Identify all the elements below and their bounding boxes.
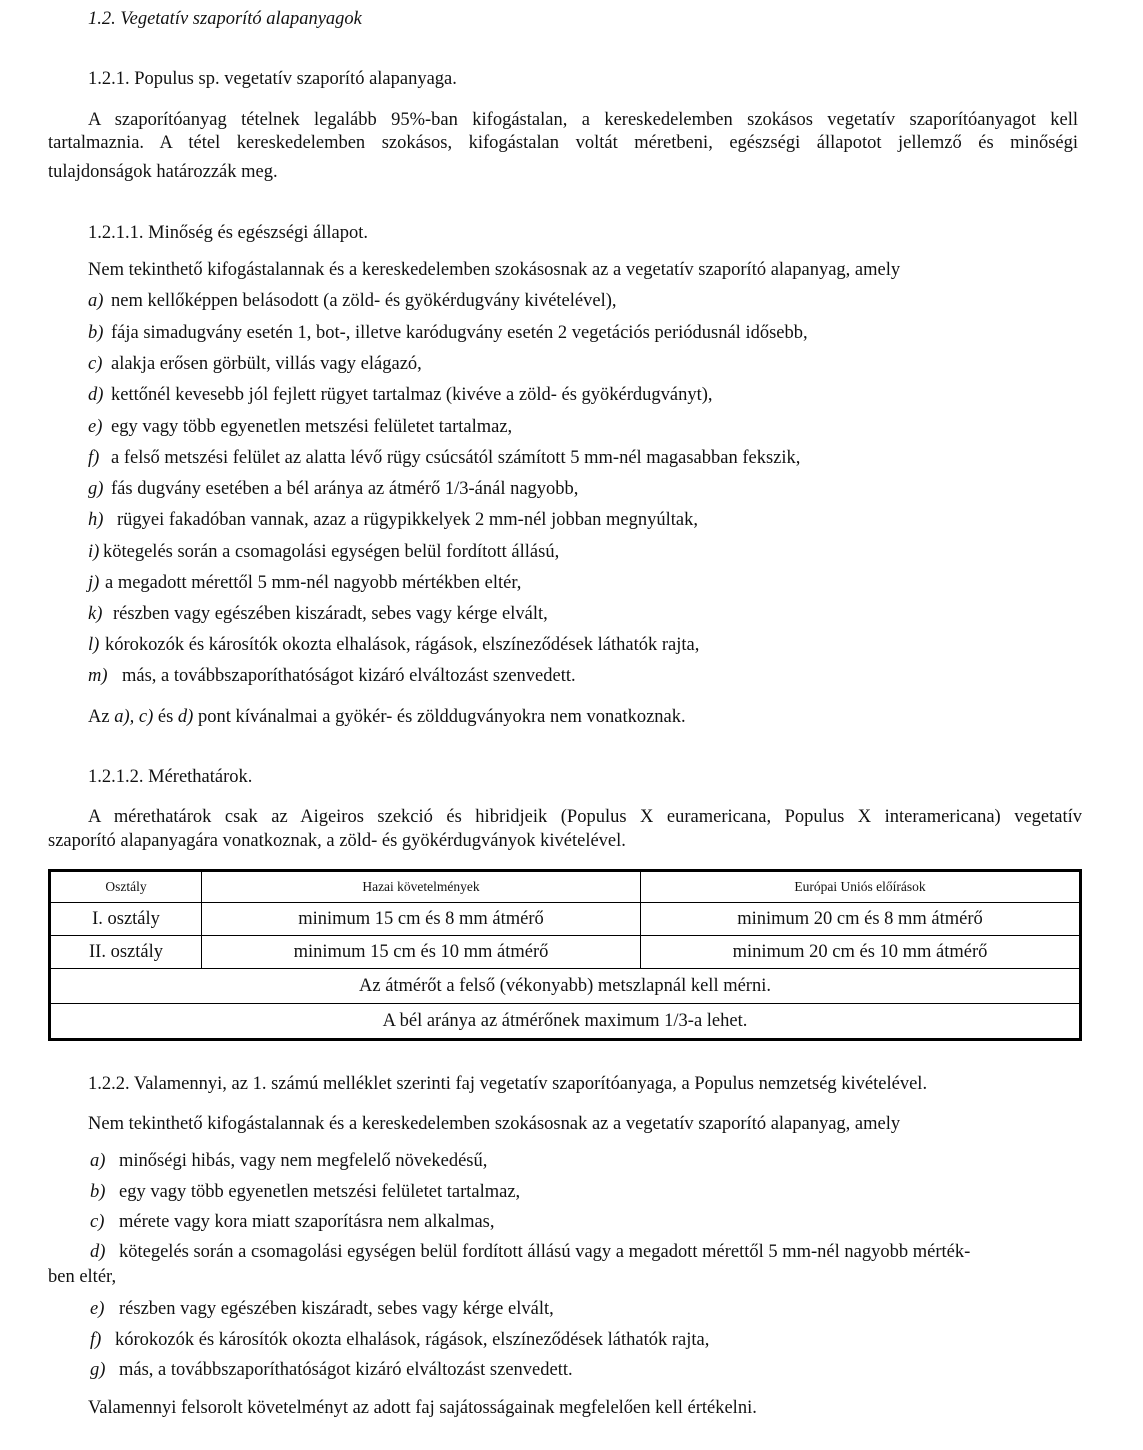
paragraph-line: tulajdonságok határozzák meg.: [48, 162, 278, 182]
table-note: A bél aránya az átmérőnek maximum 1/3-a lehet.: [50, 1004, 1081, 1040]
list-text: nem kellőképpen belásodott (a zöld- és gyökérdugvány kivételével),: [111, 291, 617, 311]
list-text: más, a továbbszaporíthatóságot kizáró elváltozást szenvedett.: [119, 1360, 573, 1380]
list-item: [88, 353, 422, 375]
list-item-continuation: [48, 1266, 116, 1288]
list-item: [90, 1298, 554, 1320]
list-item: [90, 1211, 495, 1233]
list-label: e): [88, 417, 103, 437]
list-label: e): [90, 1299, 105, 1319]
note-text: Az: [88, 707, 115, 727]
list-item: [90, 1181, 520, 1203]
list-label: g): [90, 1360, 106, 1380]
list-label: b): [90, 1182, 106, 1202]
note-refs: a), c): [114, 707, 154, 727]
table-header: Hazai követelmények: [202, 871, 641, 903]
subsection-title-1-2-1-2: 1.2.1.2. Mérethatárok.: [88, 767, 253, 787]
list-label: d): [88, 385, 104, 405]
table-cell: I. osztály: [50, 903, 202, 936]
subsection-title-1-2-2: 1.2.2. Valamennyi, az 1. számú melléklet szerinti faj vegetatív szaporítóanyaga, a Populus nemzetség kivételével.: [88, 1074, 928, 1094]
list-text: kórokozók és károsítók okozta elhalások, rágások, elszíneződések láthatók rajta,: [115, 1330, 710, 1350]
table-note-row: [50, 1004, 1081, 1040]
list-label: b): [88, 323, 104, 343]
note-ref: d): [177, 707, 194, 727]
paragraph-line: A szaporítóanyag tételnek legalább 95%-ban kifogástalan, a kereskedelemben szokásos vegetatív szaporítóanyagot kell: [88, 110, 1078, 130]
list-item: [88, 416, 512, 438]
list-text: fája simadugvány esetén 1, bot-, illetve karódugvány esetén 2 vegetációs periódusnál idősebb,: [111, 323, 808, 343]
list-label: l): [88, 635, 100, 655]
list-item: [88, 665, 576, 687]
list-label: g): [88, 479, 104, 499]
list-text: mérete vagy kora miatt szaporításra nem alkalmas,: [119, 1212, 495, 1232]
list-text: részben vagy egészében kiszáradt, sebes vagy kérge elvált,: [113, 604, 548, 624]
list-text: alakja erősen görbült, villás vagy elágazó,: [111, 354, 422, 374]
list-label: a): [90, 1151, 106, 1171]
list-item: [88, 603, 548, 625]
note-text: és: [153, 707, 178, 727]
table-cell: II. osztály: [50, 936, 202, 969]
list-item: [90, 1241, 1082, 1263]
list-intro: Nem tekinthető kifogástalannak és a kereskedelemben szokásosnak az a vegetatív szaporító alapanyag, amely: [88, 260, 901, 280]
list-text: a megadott mérettől 5 mm-nél nagyobb mértékben eltér,: [105, 573, 522, 593]
table-cell: minimum 20 cm és 10 mm átmérő: [641, 936, 1081, 969]
list-text: részben vagy egészében kiszáradt, sebes vagy kérge elvált,: [119, 1299, 554, 1319]
size-limits-table: [48, 869, 1082, 1041]
list-intro: Nem tekinthető kifogástalannak és a kereskedelemben szokásosnak az a vegetatív szaporító alapanyag, amely: [88, 1114, 901, 1134]
list-label: i): [88, 542, 100, 562]
list-text: egy vagy több egyenetlen metszési felületet tartalmaz,: [119, 1182, 521, 1202]
list-item: [88, 322, 808, 344]
list-label: c): [90, 1212, 105, 1232]
table-row: [50, 903, 1081, 936]
list-label: a): [88, 291, 104, 311]
list-text: kötegelés során a csomagolási egységen belül fordított állású vagy a megadott mérettől 5 mm-nél nagyobb mérték-: [119, 1242, 971, 1262]
list-text: kórokozók és károsítók okozta elhalások, rágások, elszíneződések láthatók rajta,: [105, 635, 700, 655]
table-cell: minimum 15 cm és 8 mm átmérő: [202, 903, 641, 936]
list-label: f): [88, 448, 100, 468]
table-header-row: [50, 871, 1081, 903]
table-header: Európai Uniós előírások: [641, 871, 1081, 903]
list-item: [90, 1329, 709, 1351]
list-text: fás dugvány esetében a bél aránya az átmérő 1/3-ánál nagyobb,: [111, 479, 579, 499]
table-note: Az átmérőt a felső (vékonyabb) metszlapnál kell mérni.: [50, 969, 1081, 1004]
list-label: m): [88, 666, 108, 686]
list-item: [88, 290, 617, 312]
list-item: [88, 447, 800, 469]
list-label: d): [90, 1242, 106, 1262]
table-header: Osztály: [50, 871, 202, 903]
list-text: kettőnél kevesebb jól fejlett rügyet tartalmaz (kivéve a zöld- és gyökérdugványt),: [111, 385, 713, 405]
list-text: a felső metszési felület az alatta lévő rügy csúcsától számított 5 mm-nél magasabban fekszik,: [111, 448, 801, 468]
list-item: [90, 1150, 487, 1172]
list-item: [88, 478, 578, 500]
subsection-title-1-2-1: 1.2.1. Populus sp. vegetatív szaporító alapanyaga.: [88, 69, 457, 89]
list-text: rügyei fakadóban vannak, azaz a rügypikkelyek 2 mm-nél jobban megnyúltak,: [117, 510, 699, 530]
list-text: egy vagy több egyenetlen metszési felületet tartalmaz,: [111, 417, 513, 437]
table-cell: minimum 15 cm és 10 mm átmérő: [202, 936, 641, 969]
table-note-row: [50, 969, 1081, 1004]
paragraph-line: A mérethatárok csak az Aigeiros szekció és hibridjeik (Populus X euramericana, Populus X interamericana) vegetatív: [88, 807, 1082, 827]
list-label: j): [88, 573, 100, 593]
paragraph-line: szaporító alapanyagára vonatkoznak, a zöld- és gyökérdugványok kivételével.: [48, 831, 626, 851]
list-label: c): [88, 354, 103, 374]
list-text: ben eltér,: [48, 1267, 117, 1287]
list-text: minőségi hibás, vagy nem megfelelő növekedésű,: [119, 1151, 488, 1171]
list-label: f): [90, 1330, 102, 1350]
list-item: [88, 384, 713, 406]
list-item: [90, 1359, 573, 1381]
paragraph-line: tartalmaznia. A tétel kereskedelemben szokásos, kifogástalan voltát méretbeni, egészségi állapotot jellemző és minőségi: [48, 133, 1078, 153]
list-item: [88, 572, 521, 594]
list-item: [88, 541, 559, 563]
closing-paragraph: Valamennyi felsorolt követelményt az adott faj sajátosságainak megfelelően kell értékelni.: [88, 1398, 757, 1418]
note-text: pont kívánalmai a gyökér- és zölddugványokra nem vonatkoznak.: [193, 707, 686, 727]
list-label: k): [88, 604, 103, 624]
list-text: kötegelés során a csomagolási egységen belül fordított állású,: [103, 542, 560, 562]
note-paragraph: [88, 706, 686, 728]
list-text: más, a továbbszaporíthatóságot kizáró elváltozást szenvedett.: [122, 666, 576, 686]
table-row: [50, 936, 1081, 969]
list-label: h): [88, 510, 104, 530]
list-item: [88, 509, 698, 531]
subsection-title-1-2-1-1: 1.2.1.1. Minőség és egészségi állapot.: [88, 223, 369, 243]
section-heading: 1.2. Vegetatív szaporító alapanyagok: [88, 9, 362, 29]
list-item: [88, 634, 699, 656]
table-cell: minimum 20 cm és 8 mm átmérő: [641, 903, 1081, 936]
